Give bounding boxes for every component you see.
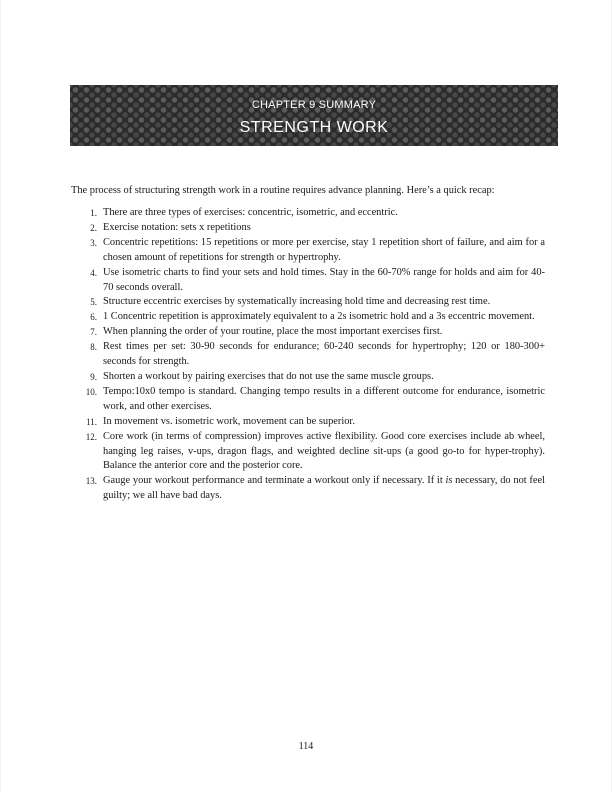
list-number: 12.: [85, 431, 97, 442]
list-item: [71, 325, 545, 340]
list-number: 10.: [85, 386, 97, 397]
list-text: Shorten a workout by pairing exercises that do not use the same muscle groups.: [103, 370, 434, 382]
banner-subtitle: CHAPTER 9 SUMMARY: [251, 99, 377, 111]
list-text: Tempo:10x0 tempo is standard. Changing tempo results in a different outcome for endurance, isometric work, and other exercises.: [103, 385, 545, 412]
list-item: [71, 474, 545, 504]
list-number: 13.: [85, 476, 97, 487]
list-number: 1.: [90, 208, 97, 218]
list-item: [71, 310, 545, 325]
list-item: [71, 266, 545, 296]
page-number: 114: [298, 741, 314, 752]
list-text: Exercise notation: sets x repetitions: [103, 221, 251, 233]
list-text: When planning the order of your routine, place the most important exercises first.: [103, 326, 443, 338]
list-number: 2.: [90, 222, 97, 233]
list-text: Rest times per set: 30-90 seconds for endurance; 60-240 seconds for hypertrophy; 120 or 180-300+ seconds for strength.: [103, 341, 545, 368]
list-text: There are three types of exercises: concentric, isometric, and eccentric.: [103, 207, 398, 218]
list-item: [71, 385, 545, 415]
list-item: [71, 340, 545, 370]
recap-list: [71, 206, 545, 504]
list-text: Gauge your workout performance and terminate a workout only if necessary. If it: [103, 475, 446, 487]
list-text: Concentric repetitions: 15 repetitions or more per exercise, stay 1 repetition short of failure, and aim for a chosen amount of repetitions for strength or hypertrophy.: [103, 236, 545, 263]
list-number: 5.: [90, 297, 97, 308]
list-text: necessary, do not feel guilty; we all have bad days.: [103, 475, 545, 502]
list-number: 4.: [90, 267, 97, 278]
list-text: Use isometric charts to find your sets and hold times. Stay in the 60-70% range for holds and aim for 40-70 seconds overall.: [103, 266, 545, 293]
list-number: 6.: [90, 312, 97, 323]
list-number: 3.: [90, 237, 97, 248]
list-item: [71, 236, 545, 266]
list-text: Core work (in terms of compression) improves active flexibility. Good core exercises include ab wheel, hanging leg raises, v-ups, dragon flags, and weighted decline sit-ups (a good go-to for hyper-trophy). Balance the anterior core and the posterior core.: [103, 430, 545, 472]
list-item: [71, 221, 545, 236]
list-number: 7.: [90, 327, 97, 338]
list-item: [71, 370, 545, 385]
list-text: In movement vs. isometric work, movement can be superior.: [103, 415, 355, 427]
list-text: Structure eccentric exercises by systematically increasing hold time and decreasing rest time.: [103, 296, 491, 308]
banner-title: STRENGTH WORK: [239, 119, 389, 136]
list-text: 1 Concentric repetition is approximately equivalent to a 2s isometric hold and a 3s eccentric movement.: [103, 311, 535, 323]
list-number: 8.: [90, 342, 97, 353]
intro-paragraph: The process of structuring strength work in a routine requires advance planning. Here’s a quick recap:: [71, 185, 495, 196]
list-item: [71, 430, 545, 475]
emphasis-text: is: [445, 475, 453, 487]
list-number: 11.: [86, 416, 97, 427]
chapter-summary-banner: [70, 85, 558, 146]
list-number: 9.: [90, 371, 97, 382]
list-item: [71, 415, 545, 430]
list-item: [71, 206, 545, 221]
list-item: [71, 295, 545, 310]
